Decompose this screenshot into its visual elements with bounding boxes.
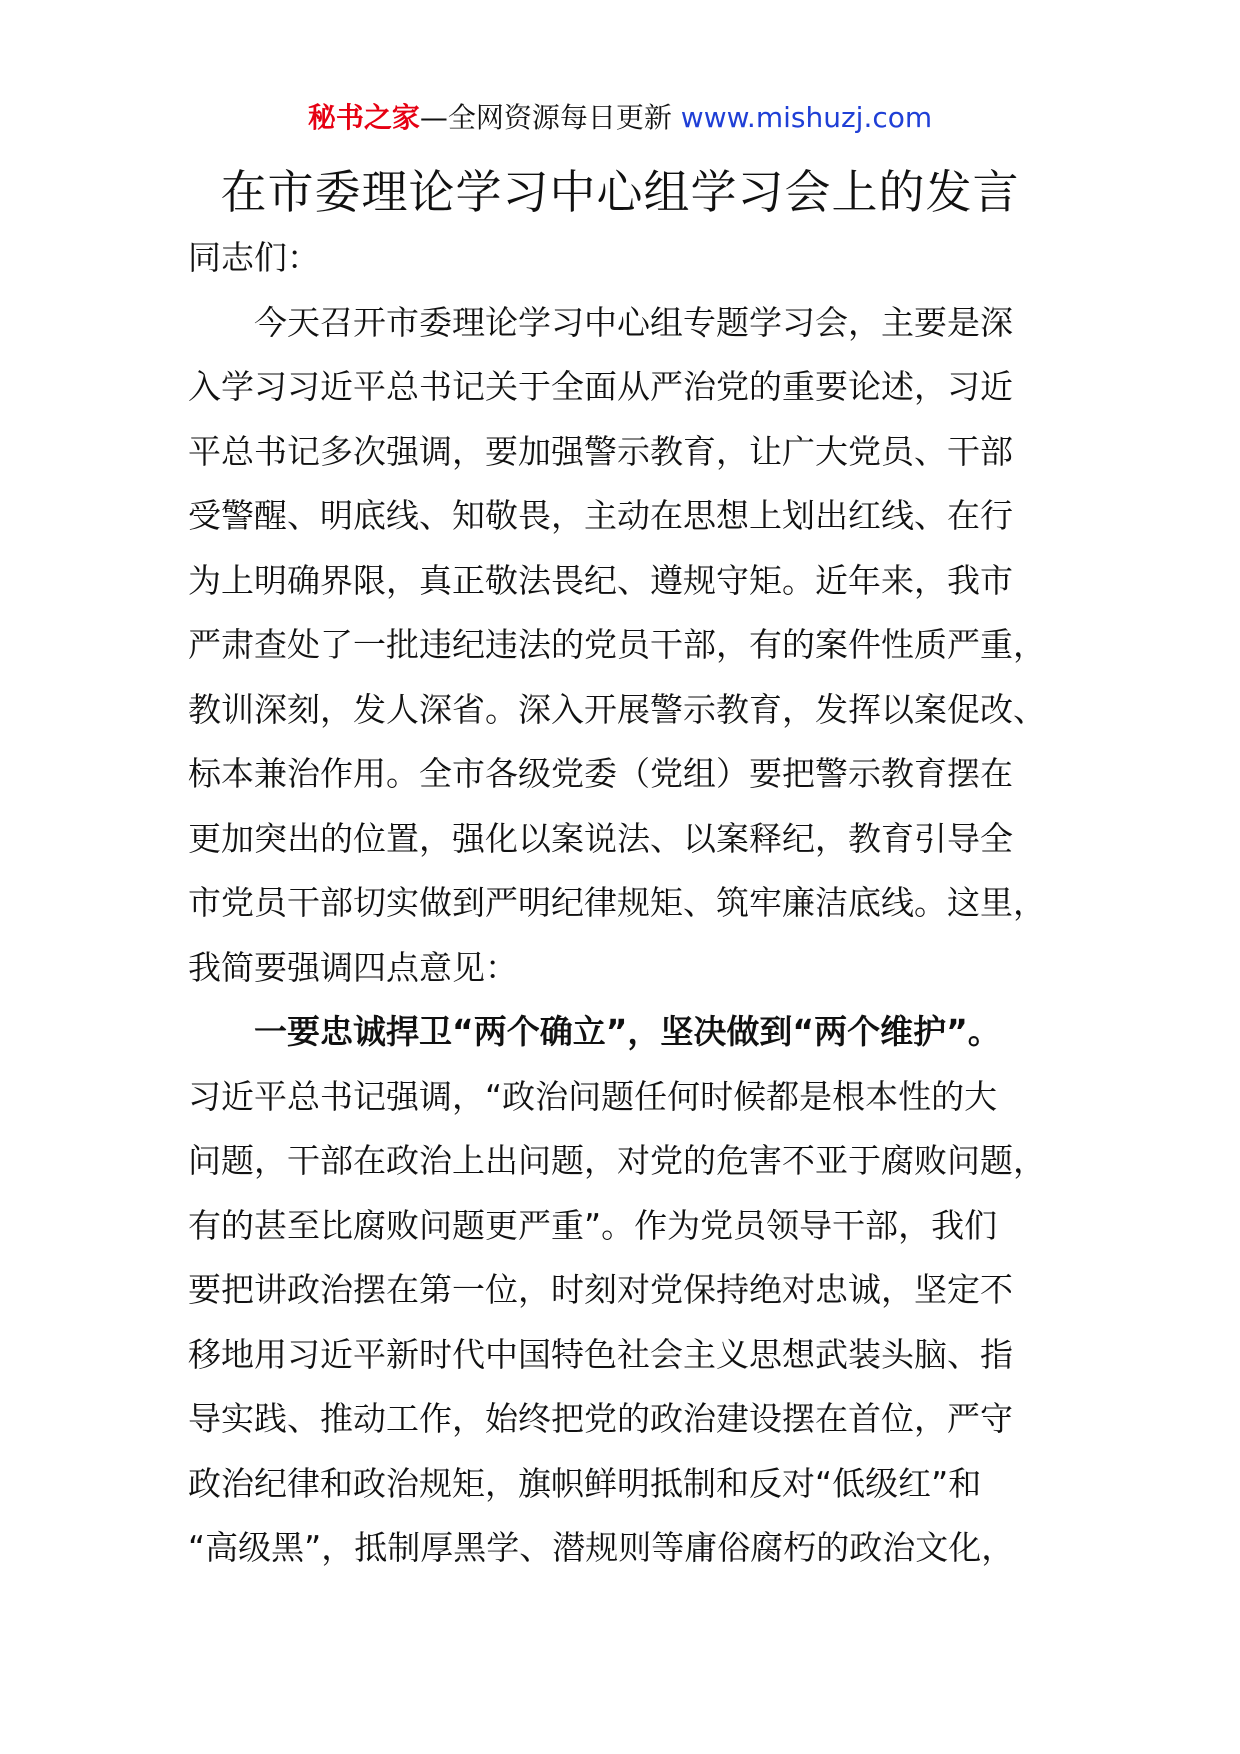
text-line: 市党员干部切实做到严明纪律规矩、筑牢廉洁底线。这里， <box>188 883 1046 922</box>
site-url-link[interactable]: www.mishuzj.com <box>680 101 933 134</box>
salutation: 同志们： <box>188 238 320 277</box>
text-line: “高级黑”，抵制厚黑学、潜规则等庸俗腐朽的政治文化， <box>188 1528 1015 1567</box>
text-line: 习近平总书记强调，“政治问题任何时候都是根本性的大 <box>188 1076 998 1116</box>
text-line: 要把讲政治摆在第一位，时刻对党保持绝对忠诚，坚定不 <box>188 1270 1013 1309</box>
text-line: 今天召开市委理论学习中心组专题学习会，主要是深 <box>188 302 1013 342</box>
document-title: 在市委理论学习中心组学习会上的发言 <box>220 165 1020 219</box>
site-tagline: —全网资源每日更新 <box>419 101 672 134</box>
text-line: 受警醒、明底线、知敬畏，主动在思想上划出红线、在行 <box>188 496 1013 535</box>
text-line: 为上明确界限，真正敬法畏纪、遵规守矩。近年来，我市 <box>188 560 1013 600</box>
text-line: 入学习习近平总书记关于全面从严治党的重要论述，习近 <box>188 367 1013 406</box>
text-line: 移地用习近平新时代中国特色社会主义思想武装头脑、指 <box>188 1334 1013 1374</box>
section-heading: 一要忠诚捍卫“两个确立”，坚决做到“两个维护”。 <box>188 1012 1001 1051</box>
text-line: 政治纪律和政治规矩，旗帜鲜明抵制和反对“低级红”和 <box>188 1463 982 1503</box>
text-line: 标本兼治作用。全市各级党委（党组）要把警示教育摆在 <box>188 754 1013 793</box>
text-line: 教训深刻，发人深省。深入开展警示教育，发挥以案促改、 <box>188 689 1046 729</box>
site-header <box>0 98 1240 138</box>
text-line: 更加突出的位置，强化以案说法、以案释纪，教育引导全 <box>188 818 1013 858</box>
text-line: 问题，干部在政治上出问题，对党的危害不亚于腐败问题， <box>188 1141 1046 1180</box>
document-body <box>188 226 1068 1581</box>
text-line: 严肃查处了一批违纪违法的党员干部，有的案件性质严重， <box>188 625 1046 664</box>
text-line: 有的甚至比腐败问题更严重”。作为党员领导干部，我们 <box>188 1205 998 1245</box>
paragraph-point-one <box>188 1000 1068 1581</box>
text-line: 导实践、推动工作，始终把党的政治建设摆在首位，严守 <box>188 1399 1013 1438</box>
paragraph-intro <box>188 291 1068 1001</box>
text-line: 平总书记多次强调，要加强警示教育，让广大党员、干部 <box>188 431 1013 471</box>
text-line: 我简要强调四点意见： <box>188 947 518 987</box>
site-brand: 秘书之家 <box>307 101 420 134</box>
